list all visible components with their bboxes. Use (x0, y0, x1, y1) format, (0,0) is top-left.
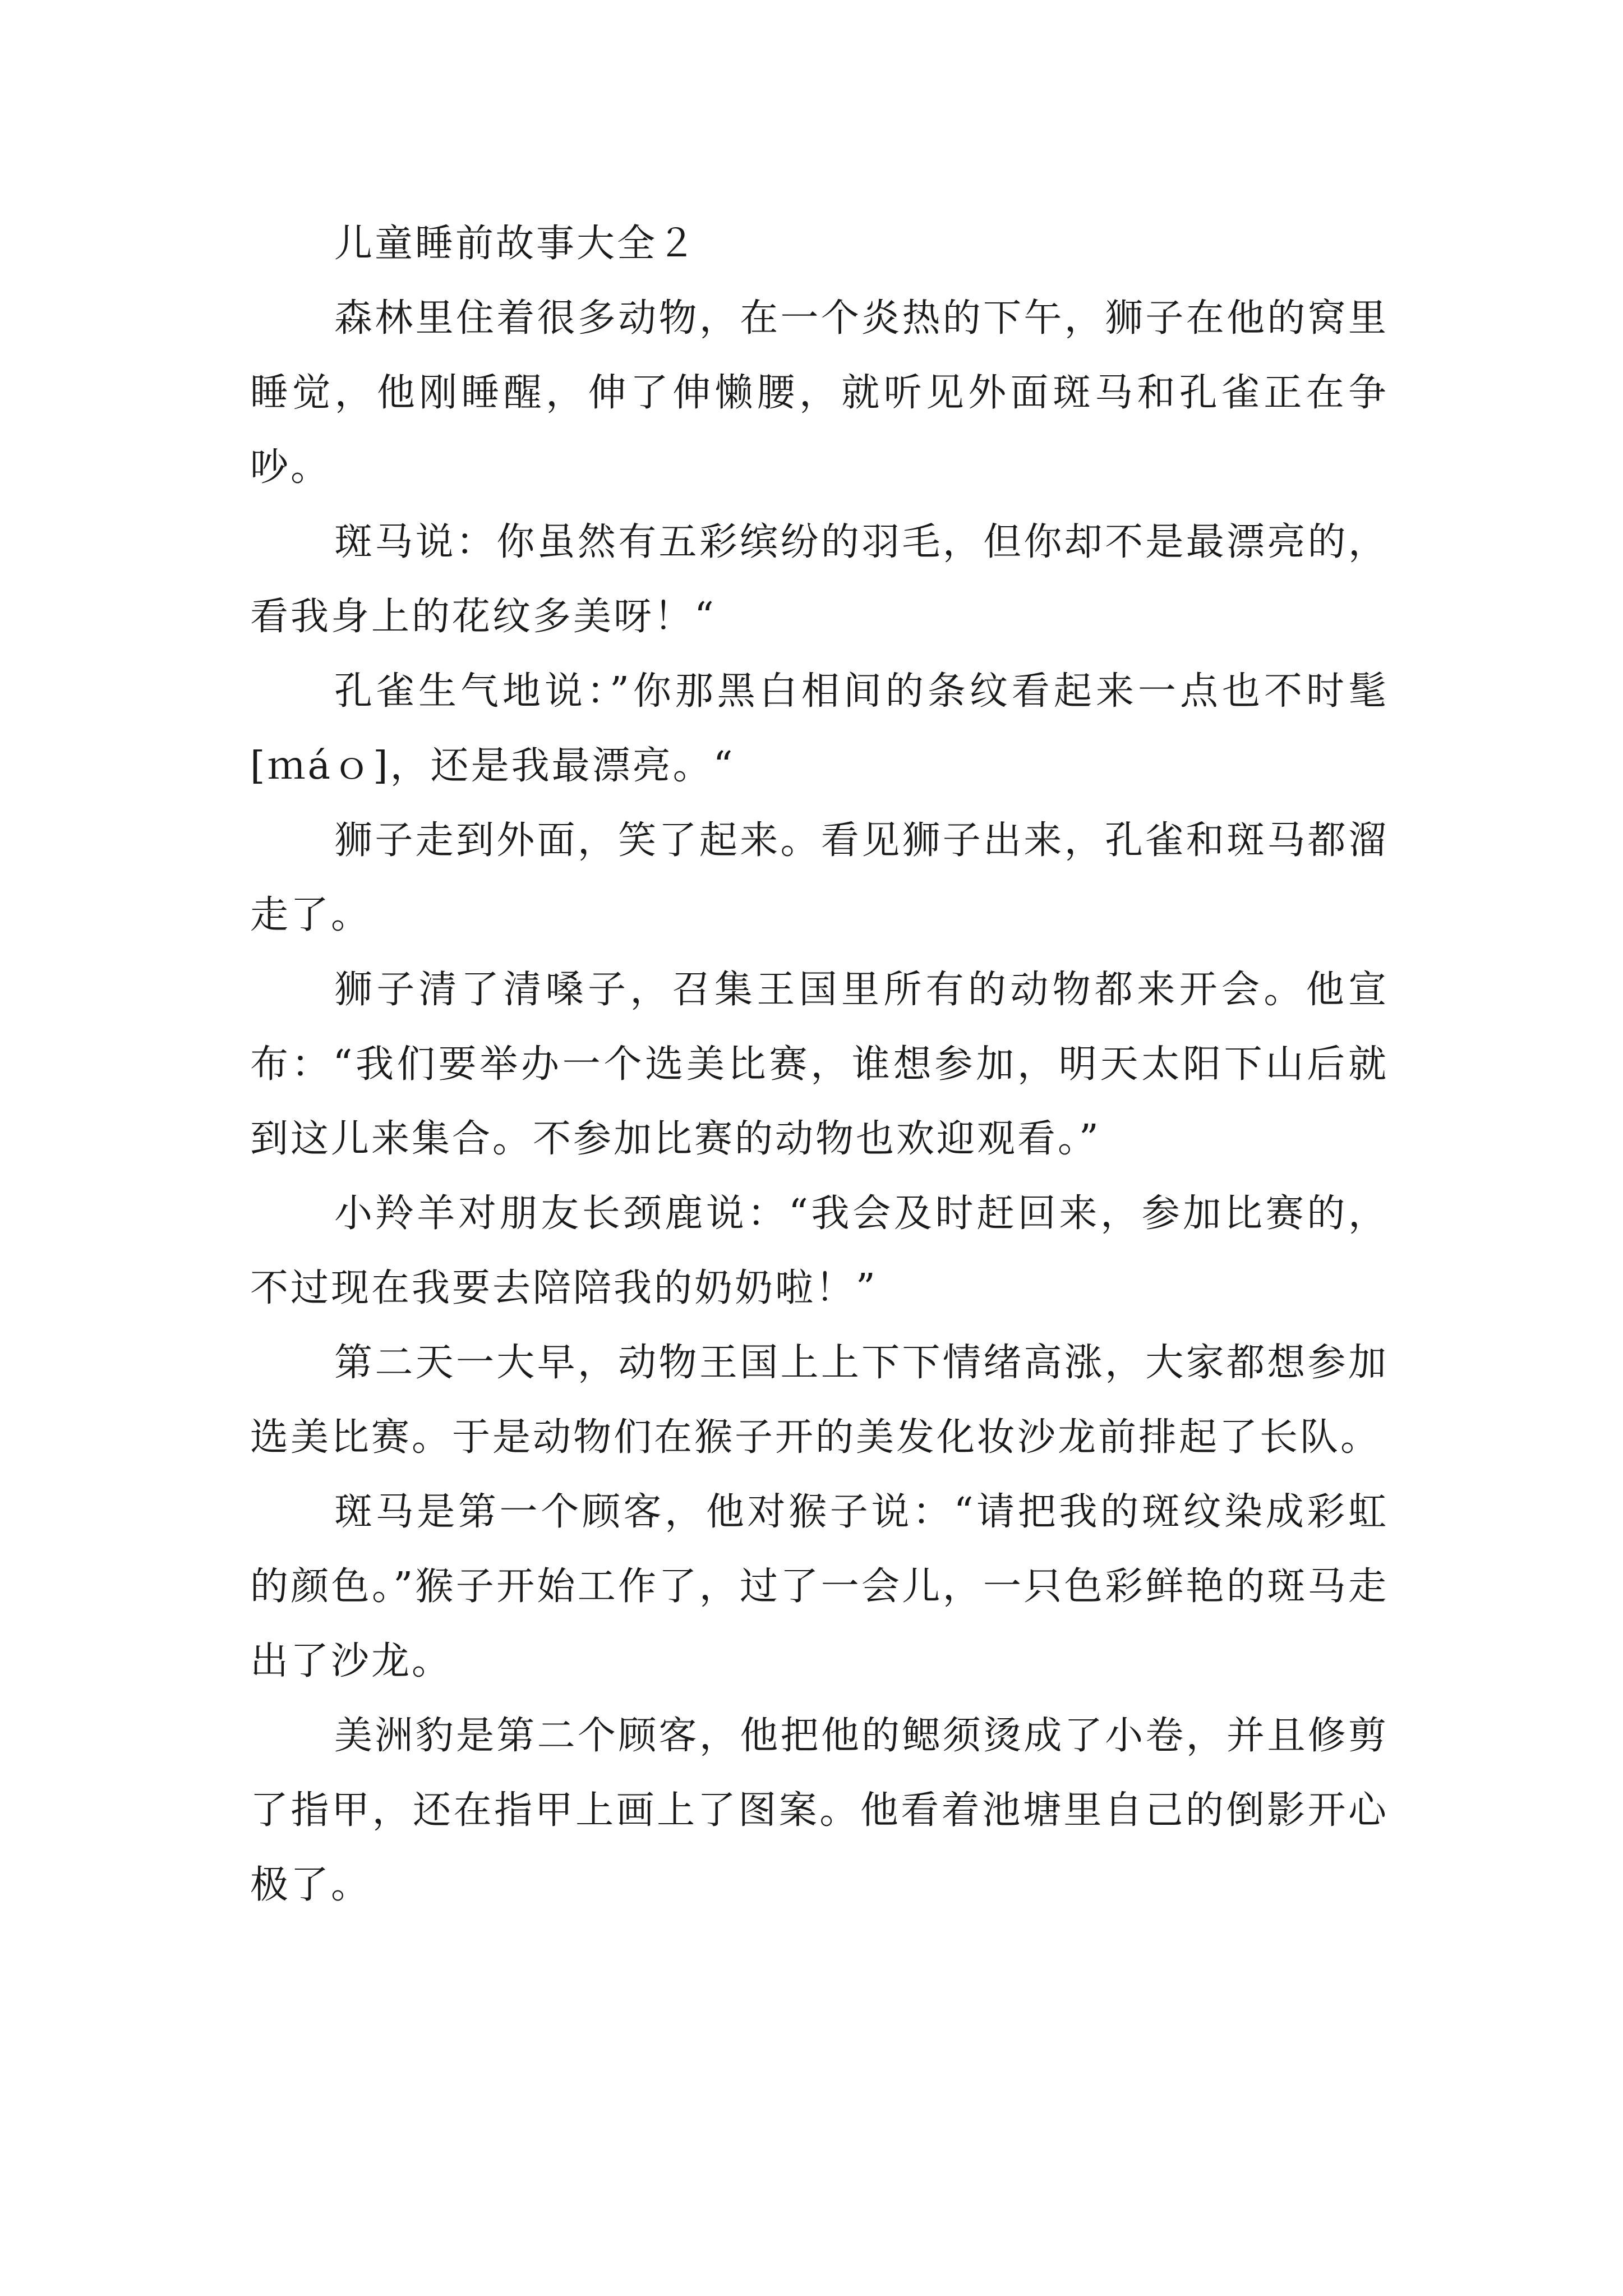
paragraph-4: 狮子走到外面，笑了起来。看见狮子出来，孔雀和斑马都溜走了。 (250, 818, 1389, 937)
paragraph-3: 孔雀生气地说：”你那黑白相间的条纹看起来一点也不时髦[ｍáｏ]，还是我最漂亮。“ (250, 669, 1389, 788)
paragraph-8: 斑马是第一个顾客，他对猴子说：“请把我的斑纹染成彩虹的颜色。”猴子开始工作了，过了一会儿，一只色彩鲜艳的斑马走出了沙龙。 (250, 1490, 1389, 1683)
document-body (250, 206, 1389, 1922)
paragraph-6: 小羚羊对朋友长颈鹿说：“我会及时赶回来，参加比赛的，不过现在我要去陪陪我的奶奶啦！” (250, 1191, 1389, 1310)
paragraph-5: 狮子清了清嗓子，召集王国里所有的动物都来开会。他宣布：“我们要举办一个选美比赛，谁想参加，明天太阳下山后就到这儿来集合。不参加比赛的动物也欢迎观看。” (250, 968, 1389, 1161)
paragraph-1: 森林里住着很多动物，在一个炎热的下午，狮子在他的窝里睡觉，他刚睡醒，伸了伸懒腰，就听见外面斑马和孔雀正在争吵。 (250, 296, 1389, 490)
story-title: 儿童睡前故事大全２ (334, 222, 698, 266)
paragraph-9: 美洲豹是第二个顾客，他把他的鳃须烫成了小卷，并且修剪了指甲，还在指甲上画上了图案。他看着池塘里自己的倒影开心极了。 (250, 1714, 1389, 1907)
paragraph-2: 斑马说：你虽然有五彩缤纷的羽毛，但你却不是最漂亮的，看我身上的花纹多美呀！“ (250, 520, 1389, 639)
paragraph-7: 第二天一大早，动物王国上上下下情绪高涨，大家都想参加选美比赛。于是动物们在猴子开的美发化妆沙龙前排起了长队。 (250, 1341, 1389, 1460)
